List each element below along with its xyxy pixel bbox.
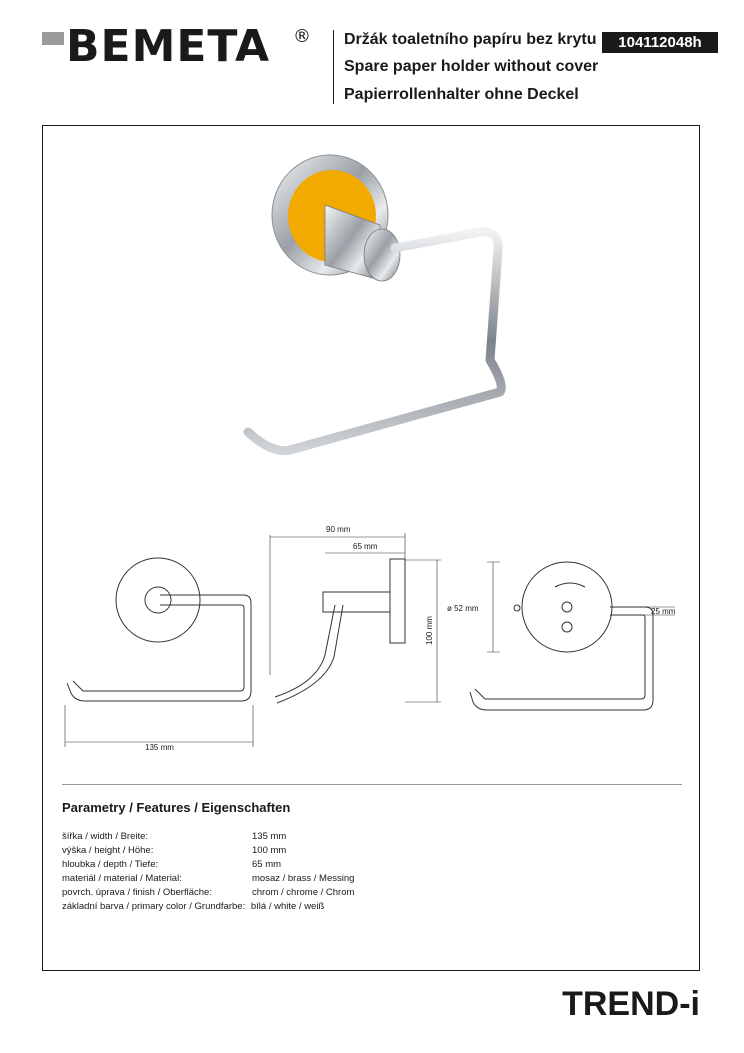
product-code-badge: 104112048h xyxy=(602,32,718,53)
depth-dimension: 65 mm xyxy=(353,542,378,551)
feature-label: materiál / material / Material: xyxy=(62,873,182,884)
side-view xyxy=(275,559,405,703)
projection-dimension: 25 mm xyxy=(651,607,676,616)
feature-label: hloubka / depth / Tiefe: xyxy=(62,859,159,870)
arm-end-cap xyxy=(364,229,400,281)
title-de: Papierrollenhalter ohne Deckel xyxy=(344,86,579,103)
feature-label: základní barva / primary color / Grundfarbe: xyxy=(62,901,246,912)
collection-name: TREND-i xyxy=(562,985,700,1023)
feature-row xyxy=(62,858,282,871)
total-depth-dimension: 90 mm xyxy=(326,525,351,534)
front-view xyxy=(67,558,251,701)
brand-logo: BEMETA xyxy=(66,21,271,72)
back-view xyxy=(470,562,653,710)
rosette-dimension: ø 52 mm xyxy=(447,604,479,613)
feature-value: 100 mm xyxy=(252,845,287,856)
feature-label: výška / height / Höhe: xyxy=(62,845,154,856)
feature-value: 135 mm xyxy=(252,831,287,842)
feature-row xyxy=(62,844,287,857)
feature-label: povrch. úprava / finish / Oberfläche: xyxy=(62,887,212,898)
features-heading: Parametry / Features / Eigenschaften xyxy=(62,800,291,815)
feature-value: chrom / chrome / Chrom xyxy=(252,887,355,898)
header-divider xyxy=(333,30,334,104)
section-divider xyxy=(62,784,682,785)
height-dimension: 100 mm xyxy=(425,616,434,645)
title-cz: Držák toaletního papíru bez krytu xyxy=(344,31,597,48)
feature-row xyxy=(62,900,324,913)
title-en: Spare paper holder without cover xyxy=(344,58,599,75)
feature-row xyxy=(62,872,355,885)
logo-mark xyxy=(42,32,64,45)
feature-value: bílá / white / weiß xyxy=(250,901,325,912)
width-dimension: 135 mm xyxy=(145,743,174,752)
feature-label: šířka / width / Breite: xyxy=(62,831,149,842)
feature-row xyxy=(62,886,355,899)
product-photo xyxy=(150,130,560,510)
feature-row xyxy=(62,830,287,843)
technical-drawing xyxy=(55,515,685,765)
feature-value: mosaz / brass / Messing xyxy=(252,873,355,884)
registered-mark: ® xyxy=(293,26,311,47)
feature-value: 65 mm xyxy=(252,859,282,870)
